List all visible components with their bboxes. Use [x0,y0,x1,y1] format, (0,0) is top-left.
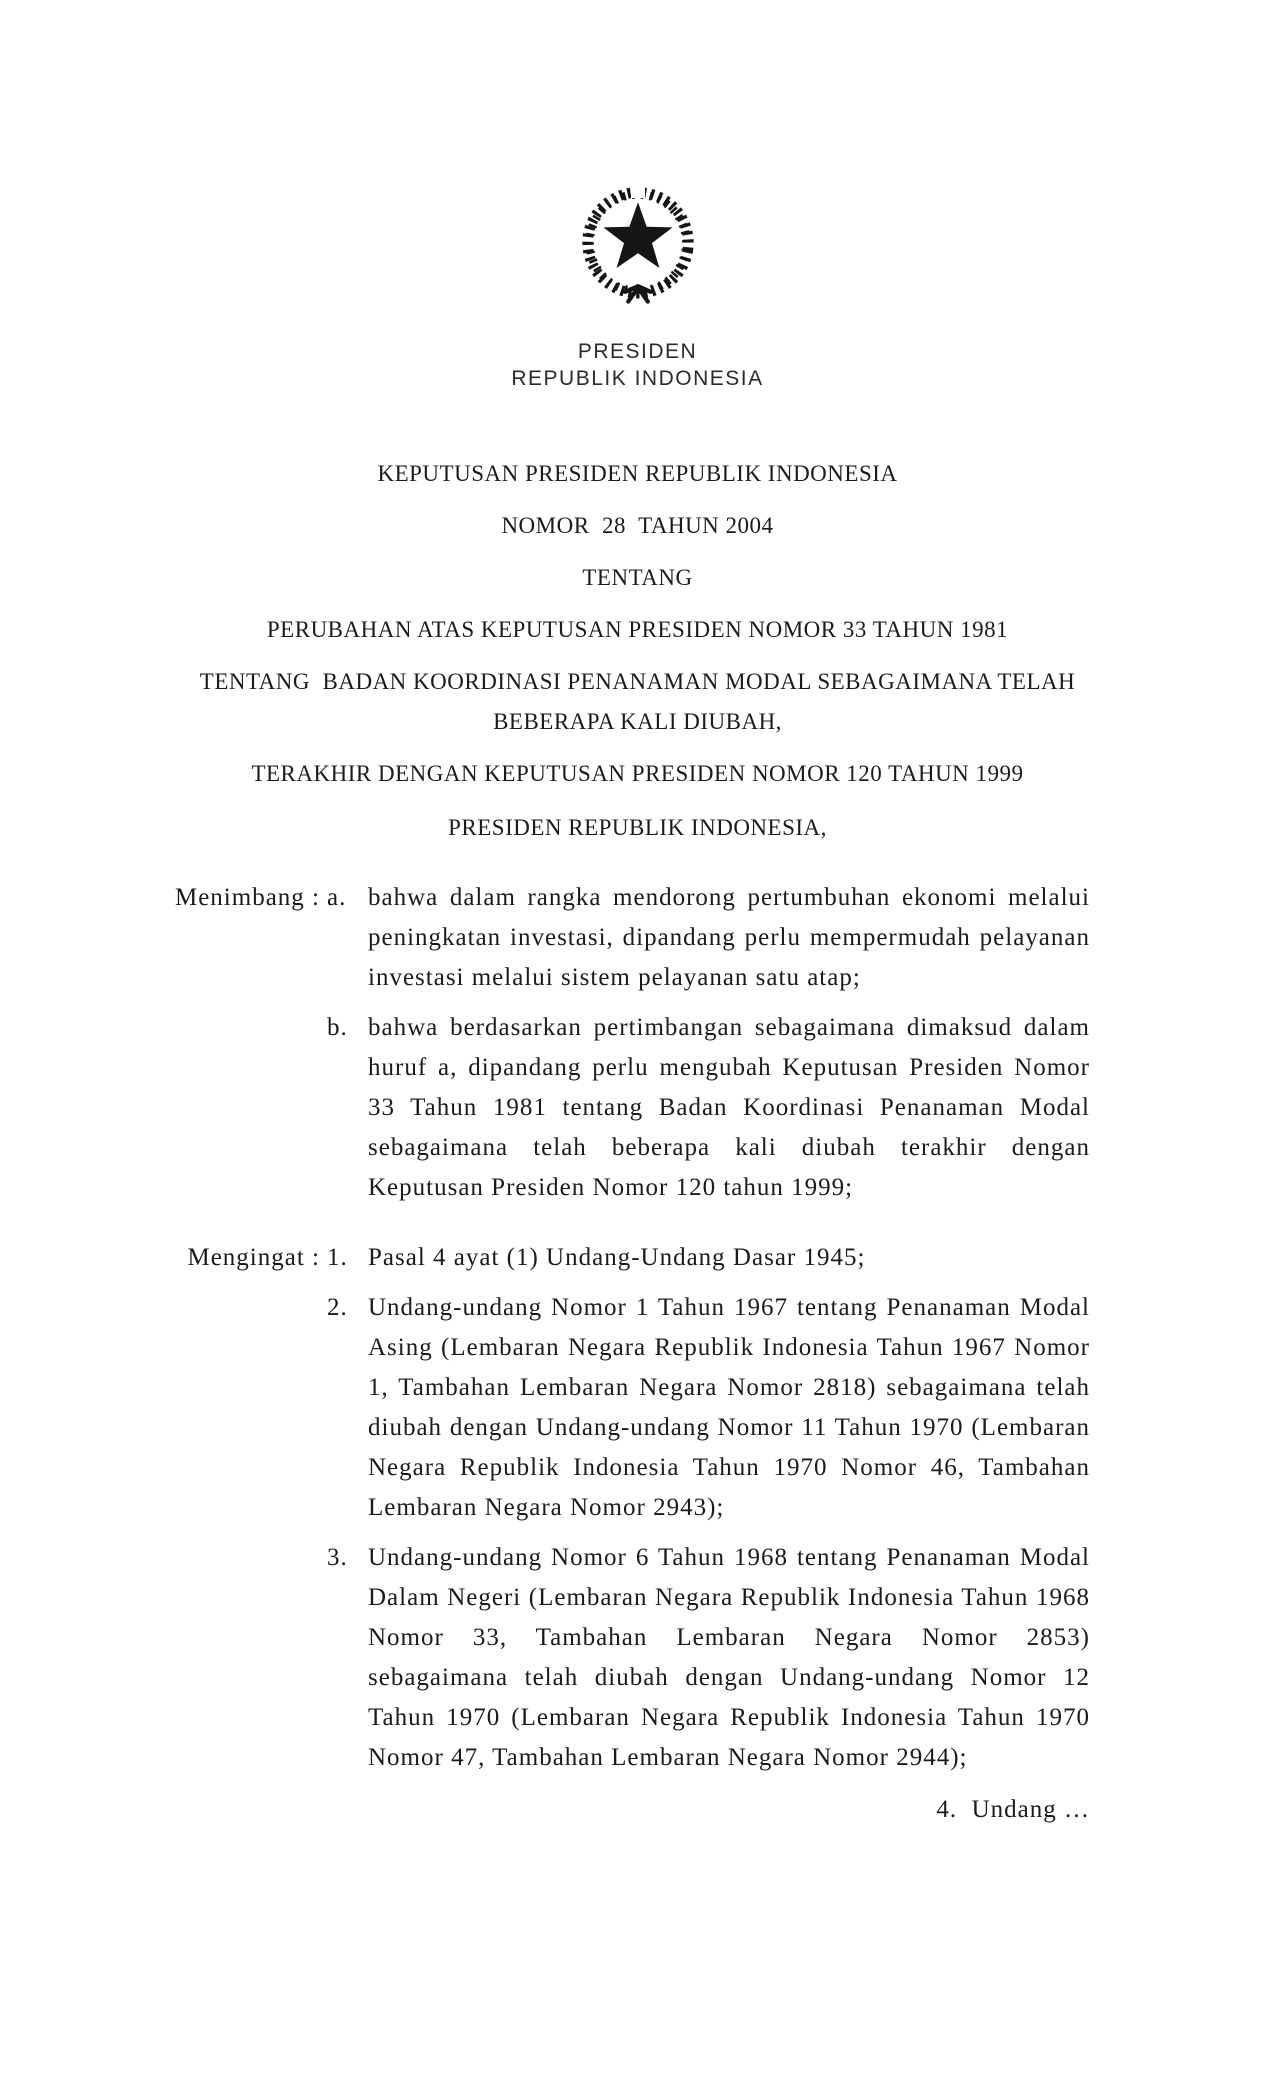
opening-salutation: PRESIDEN REPUBLIK INDONESIA, [448,815,827,840]
decree-title: KEPUTUSAN PRESIDEN REPUBLIK INDONESIA [377,461,898,486]
decree-number: NOMOR 28 TAHUN 2004 [501,513,774,538]
letterhead [0,0,1275,392]
decree-subject-line-1: PERUBAHAN ATAS KEPUTUSAN PRESIDEN NOMOR 33 TAHUN 1981 [266,617,1009,642]
legal-basis-item-1: Pasal 4 ayat (1) Undang-Undang Dasar 1945; [368,1244,866,1271]
menimbang-label: Menimbang : [174,884,320,911]
seal-line-republik: REPUBLIK INDONESIA [511,367,764,390]
consideration-item-b: bahwa berdasarkan pertimbangan sebagaimana dimaksud dalam huruf a, dipandang perlu mengubah Keputusan Presiden Nomor 33 Tahun 1981 tentang Badan Koordinasi Penanaman Modal sebagaimana telah beberapa kali diubah terakhir dengan Keputusan Presiden Nomor 120 tahun 1999; [368,1014,1090,1201]
considerations-section [158,878,1090,1208]
seal-line-presiden: PRESIDEN [577,340,698,363]
legal-basis-section [158,1238,1090,1778]
decree-subject-line-3: TERAKHIR DENGAN KEPUTUSAN PRESIDEN NOMOR 120 TAHUN 1999 [251,761,1024,786]
consideration-item-a: bahwa dalam rangka mendorong pertumbuhan ekonomi melalui peningkatan investasi, dipandang perlu mempermudah pelayanan investasi melalui sistem pelayanan satu atap; [368,884,1090,991]
mengingat-label: Mengingat : [187,1244,320,1271]
decree-title-block [0,454,1275,848]
list-marker: a. [327,884,347,911]
legal-basis-item-2: Undang-undang Nomor 1 Tahun 1967 tentang Penanaman Modal Asing (Lembaran Negara Republik Indonesia Tahun 1967 Nomor 1, Tambahan Lembaran Negara Nomor 2818) sebagaimana telah diubah dengan Undang-undang Nomor 11 Tahun 1970 (Lembaran Negara Republik Indonesia Tahun 1970 Nomor 46, Tambahan Lembaran Negara Nomor 2943); [368,1294,1090,1521]
list-marker: 3. [327,1544,348,1571]
list-marker: 2. [327,1294,348,1321]
legal-basis-item-3: Undang-undang Nomor 6 Tahun 1968 tentang Penanaman Modal Dalam Negeri (Lembaran Negara Republik Indonesia Tahun 1968 Nomor 33, Tambahan Lembaran Negara Nomor 2853) sebagaimana telah diubah dengan Undang-undang Nomor 12 Tahun 1970 (Lembaran Negara Republik Indonesia Tahun 1970 Nomor 47, Tambahan Lembaran Negara Nomor 2944); [368,1544,1090,1771]
list-marker: 1. [327,1244,348,1271]
tentang-label: TENTANG [582,565,693,590]
decree-body [158,878,1090,1778]
seal-org-name [0,338,1275,392]
star-wreath-emblem-icon [567,170,709,310]
list-marker: b. [327,1014,348,1041]
decree-subject-line-2: TENTANG BADAN KOORDINASI PENANAMAN MODAL SEBAGAIMANA TELAH BEBERAPA KALI DIUBAH, [199,669,1082,734]
page-catchword: 4. Undang … [936,1796,1090,1823]
